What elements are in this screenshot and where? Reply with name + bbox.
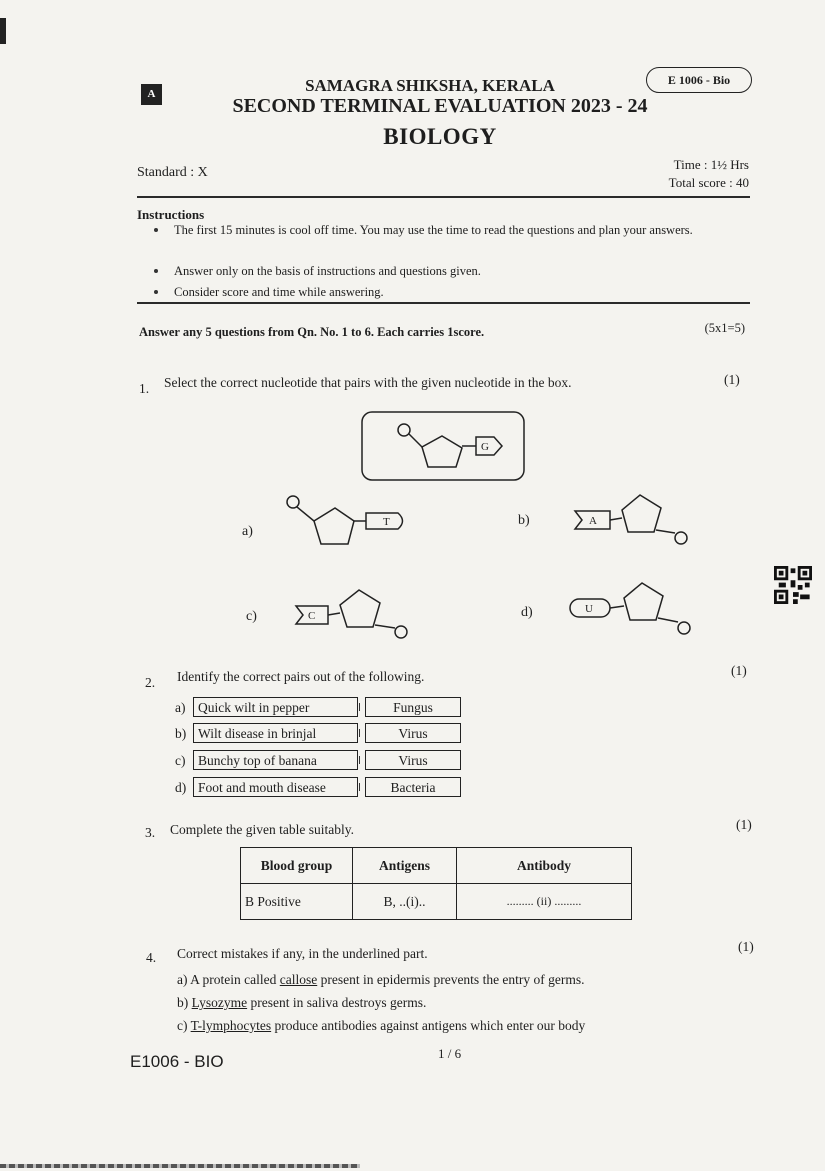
option-d-nucleotide xyxy=(570,583,690,634)
instruction-item: Answer only on the basis of instructions and questions given. xyxy=(162,263,742,279)
table-cell: B, ..(i).. xyxy=(353,884,457,920)
underlined-term: callose xyxy=(279,972,318,987)
table-header: Blood group xyxy=(241,848,353,884)
qr-code xyxy=(774,566,812,604)
table-header: Antigens xyxy=(353,848,457,884)
exam-title: SECOND TERMINAL EVALUATION 2023 - 24 xyxy=(232,95,648,117)
underlined-term: T-lymphocytes xyxy=(190,1018,272,1033)
q2-number: 2. xyxy=(145,675,156,690)
q3-number: 3. xyxy=(145,825,156,840)
pair-row: c) Bunchy top of banana Virus xyxy=(170,750,470,772)
pair-pathogen: Virus xyxy=(365,750,461,770)
subject-title: BIOLOGY xyxy=(383,124,497,149)
instructions-title: Instructions xyxy=(137,207,205,222)
paper-code: E 1006 - Bio xyxy=(646,67,752,93)
option-b-base: A xyxy=(589,515,597,527)
q1-score: (1) xyxy=(724,372,740,387)
q4-number: 4. xyxy=(146,950,157,965)
time-label: Time : 1½ Hrs xyxy=(673,157,749,172)
table-header: Antibody xyxy=(457,848,632,884)
option-d-label: d) xyxy=(521,605,533,620)
q1-number: 1. xyxy=(139,381,150,396)
option-b-nucleotide xyxy=(575,495,687,544)
pair-disease: Wilt disease in brinjal xyxy=(193,723,358,743)
q4-text: Correct mistakes if any, in the underlined part. xyxy=(177,946,428,961)
q1-text: Select the correct nucleotide that pairs with the given nucleotide in the box. xyxy=(164,375,572,390)
pair-pathogen: Virus xyxy=(365,723,461,743)
pair-disease: Bunchy top of banana xyxy=(193,750,358,770)
option-d-base: U xyxy=(585,603,593,615)
given-base-label: G xyxy=(481,441,489,453)
table-header-row xyxy=(241,848,632,884)
pair-disease: Foot and mouth disease xyxy=(193,777,358,797)
option-a-nucleotide xyxy=(287,496,403,544)
option-b-label: b) xyxy=(518,513,530,528)
q4-score: (1) xyxy=(738,939,754,954)
option-c-label: c) xyxy=(246,609,257,624)
given-nucleotide xyxy=(398,424,502,467)
pair-disease: Quick wilt in pepper xyxy=(193,697,358,717)
table-cell: ......... (ii) ......... xyxy=(457,884,632,920)
total-score-label: Total score : 40 xyxy=(668,175,749,190)
underlined-term: Lysozyme xyxy=(191,995,248,1010)
option-c-base: C xyxy=(308,610,316,622)
option-a-label: a) xyxy=(242,524,253,539)
section-score: (5x1=5) xyxy=(704,321,745,335)
organisation-title: SAMAGRA SHIKSHA, KERALA xyxy=(305,76,555,95)
pair-row: a) Quick wilt in pepper Fungus xyxy=(170,697,470,719)
option-a-base: T xyxy=(383,516,390,528)
pair-row: b) Wilt disease in brinjal Virus xyxy=(170,723,470,745)
scan-bottom-strip xyxy=(0,1164,360,1168)
q2-text: Identify the correct pairs out of the following. xyxy=(177,669,425,684)
set-code-badge: A xyxy=(141,84,162,105)
table-cell: B Positive xyxy=(241,884,353,920)
pair-pathogen: Fungus xyxy=(365,697,461,717)
table-row xyxy=(241,884,632,920)
pair-pathogen: Bacteria xyxy=(365,777,461,797)
q4-item: c) T-lymphocytes produce antibodies against antigens which enter our body xyxy=(177,1018,586,1033)
q4-item: a) A protein called callose present in epidermis prevents the entry of germs. xyxy=(177,972,585,987)
q3-score: (1) xyxy=(736,817,752,832)
q3-text: Complete the given table suitably. xyxy=(170,822,354,837)
standard-label: Standard : X xyxy=(137,165,208,180)
blood-group-table xyxy=(240,847,632,920)
option-c-nucleotide xyxy=(296,590,407,638)
pair-row: d) Foot and mouth disease Bacteria xyxy=(170,777,470,799)
given-nucleotide-box xyxy=(362,412,524,480)
section-instruction: Answer any 5 questions from Qn. No. 1 to 6. Each carries 1score. xyxy=(139,325,485,339)
instruction-item: The first 15 minutes is cool off time. You may use the time to read the questions and plan your answers. xyxy=(162,222,742,238)
page-number: 1 / 6 xyxy=(438,1046,462,1061)
q2-score: (1) xyxy=(731,663,747,678)
q4-item: b) Lysozyme present in saliva destroys germs. xyxy=(177,995,427,1010)
instruction-item: Consider score and time while answering. xyxy=(162,284,742,300)
footer-paper-code: E1006 - BIO xyxy=(130,1052,224,1071)
